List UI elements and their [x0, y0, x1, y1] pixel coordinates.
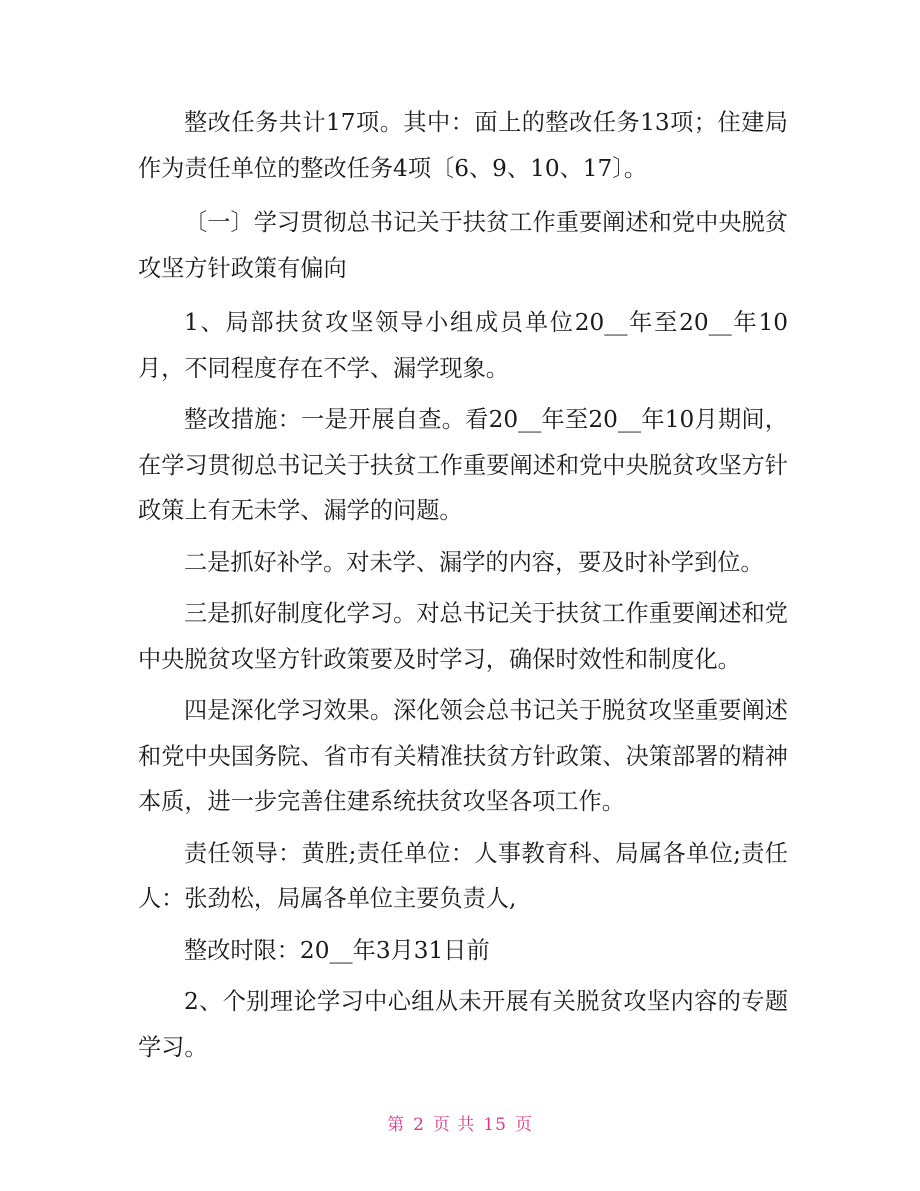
paragraph-issue-1: 1、局部扶贫攻坚领导小组成员单位20__年至20__年10月，不同程度存在不学、漏学现象。 — [138, 309, 788, 382]
paragraph-task-summary: 整改任务共计17项。其中：面上的整改任务13项；住建局作为责任单位的整改任务4项〔6、9、10、17〕。 — [138, 109, 788, 182]
footer-mid: 页 共 — [432, 1115, 476, 1135]
paragraph-responsibility: 责任领导：黄胜;责任单位：人事教育科、局属各单位;责任人：张劲松，局属各单位主要负责人, — [138, 839, 788, 912]
page-footer — [0, 1110, 920, 1135]
footer-current-page: 2 — [413, 1115, 425, 1135]
paragraph-measure-3: 三是抓好制度化学习。对总书记关于扶贫工作重要阐述和党中央脱贫攻坚方针政策要及时学习，确保时效性和制度化。 — [138, 600, 788, 673]
document-body — [138, 100, 788, 1070]
paragraph-measure-4: 四是深化学习效果。深化领会总书记关于脱贫攻坚重要阐述和党中央国务院、省市有关精准扶贫方针政策、决策部署的精神本质，进一步完善住建系统扶贫攻坚各项工作。 — [138, 697, 788, 815]
paragraph-issue-2: 2、个别理论学习中心组从未开展有关脱贫攻坚内容的专题学习。 — [138, 988, 788, 1061]
paragraph-measure-1: 整改措施：一是开展自查。看20__年至20__年10月期间，在学习贯彻总书记关于扶贫工作重要阐述和党中央脱贫攻坚方针政策上有无未学、漏学的问题。 — [138, 406, 788, 524]
paragraph-section-heading-1: 〔一〕学习贯彻总书记关于扶贫工作重要阐述和党中央脱贫攻坚方针政策有偏向 — [138, 209, 788, 282]
footer-prefix: 第 — [387, 1115, 406, 1135]
paragraph-measure-2: 二是抓好补学。对未学、漏学的内容，要及时补学到位。 — [184, 548, 764, 576]
paragraph-deadline: 整改时限：20__年3月31日前 — [184, 936, 490, 964]
footer-total-pages: 15 — [483, 1115, 507, 1135]
footer-suffix: 页 — [514, 1115, 533, 1135]
